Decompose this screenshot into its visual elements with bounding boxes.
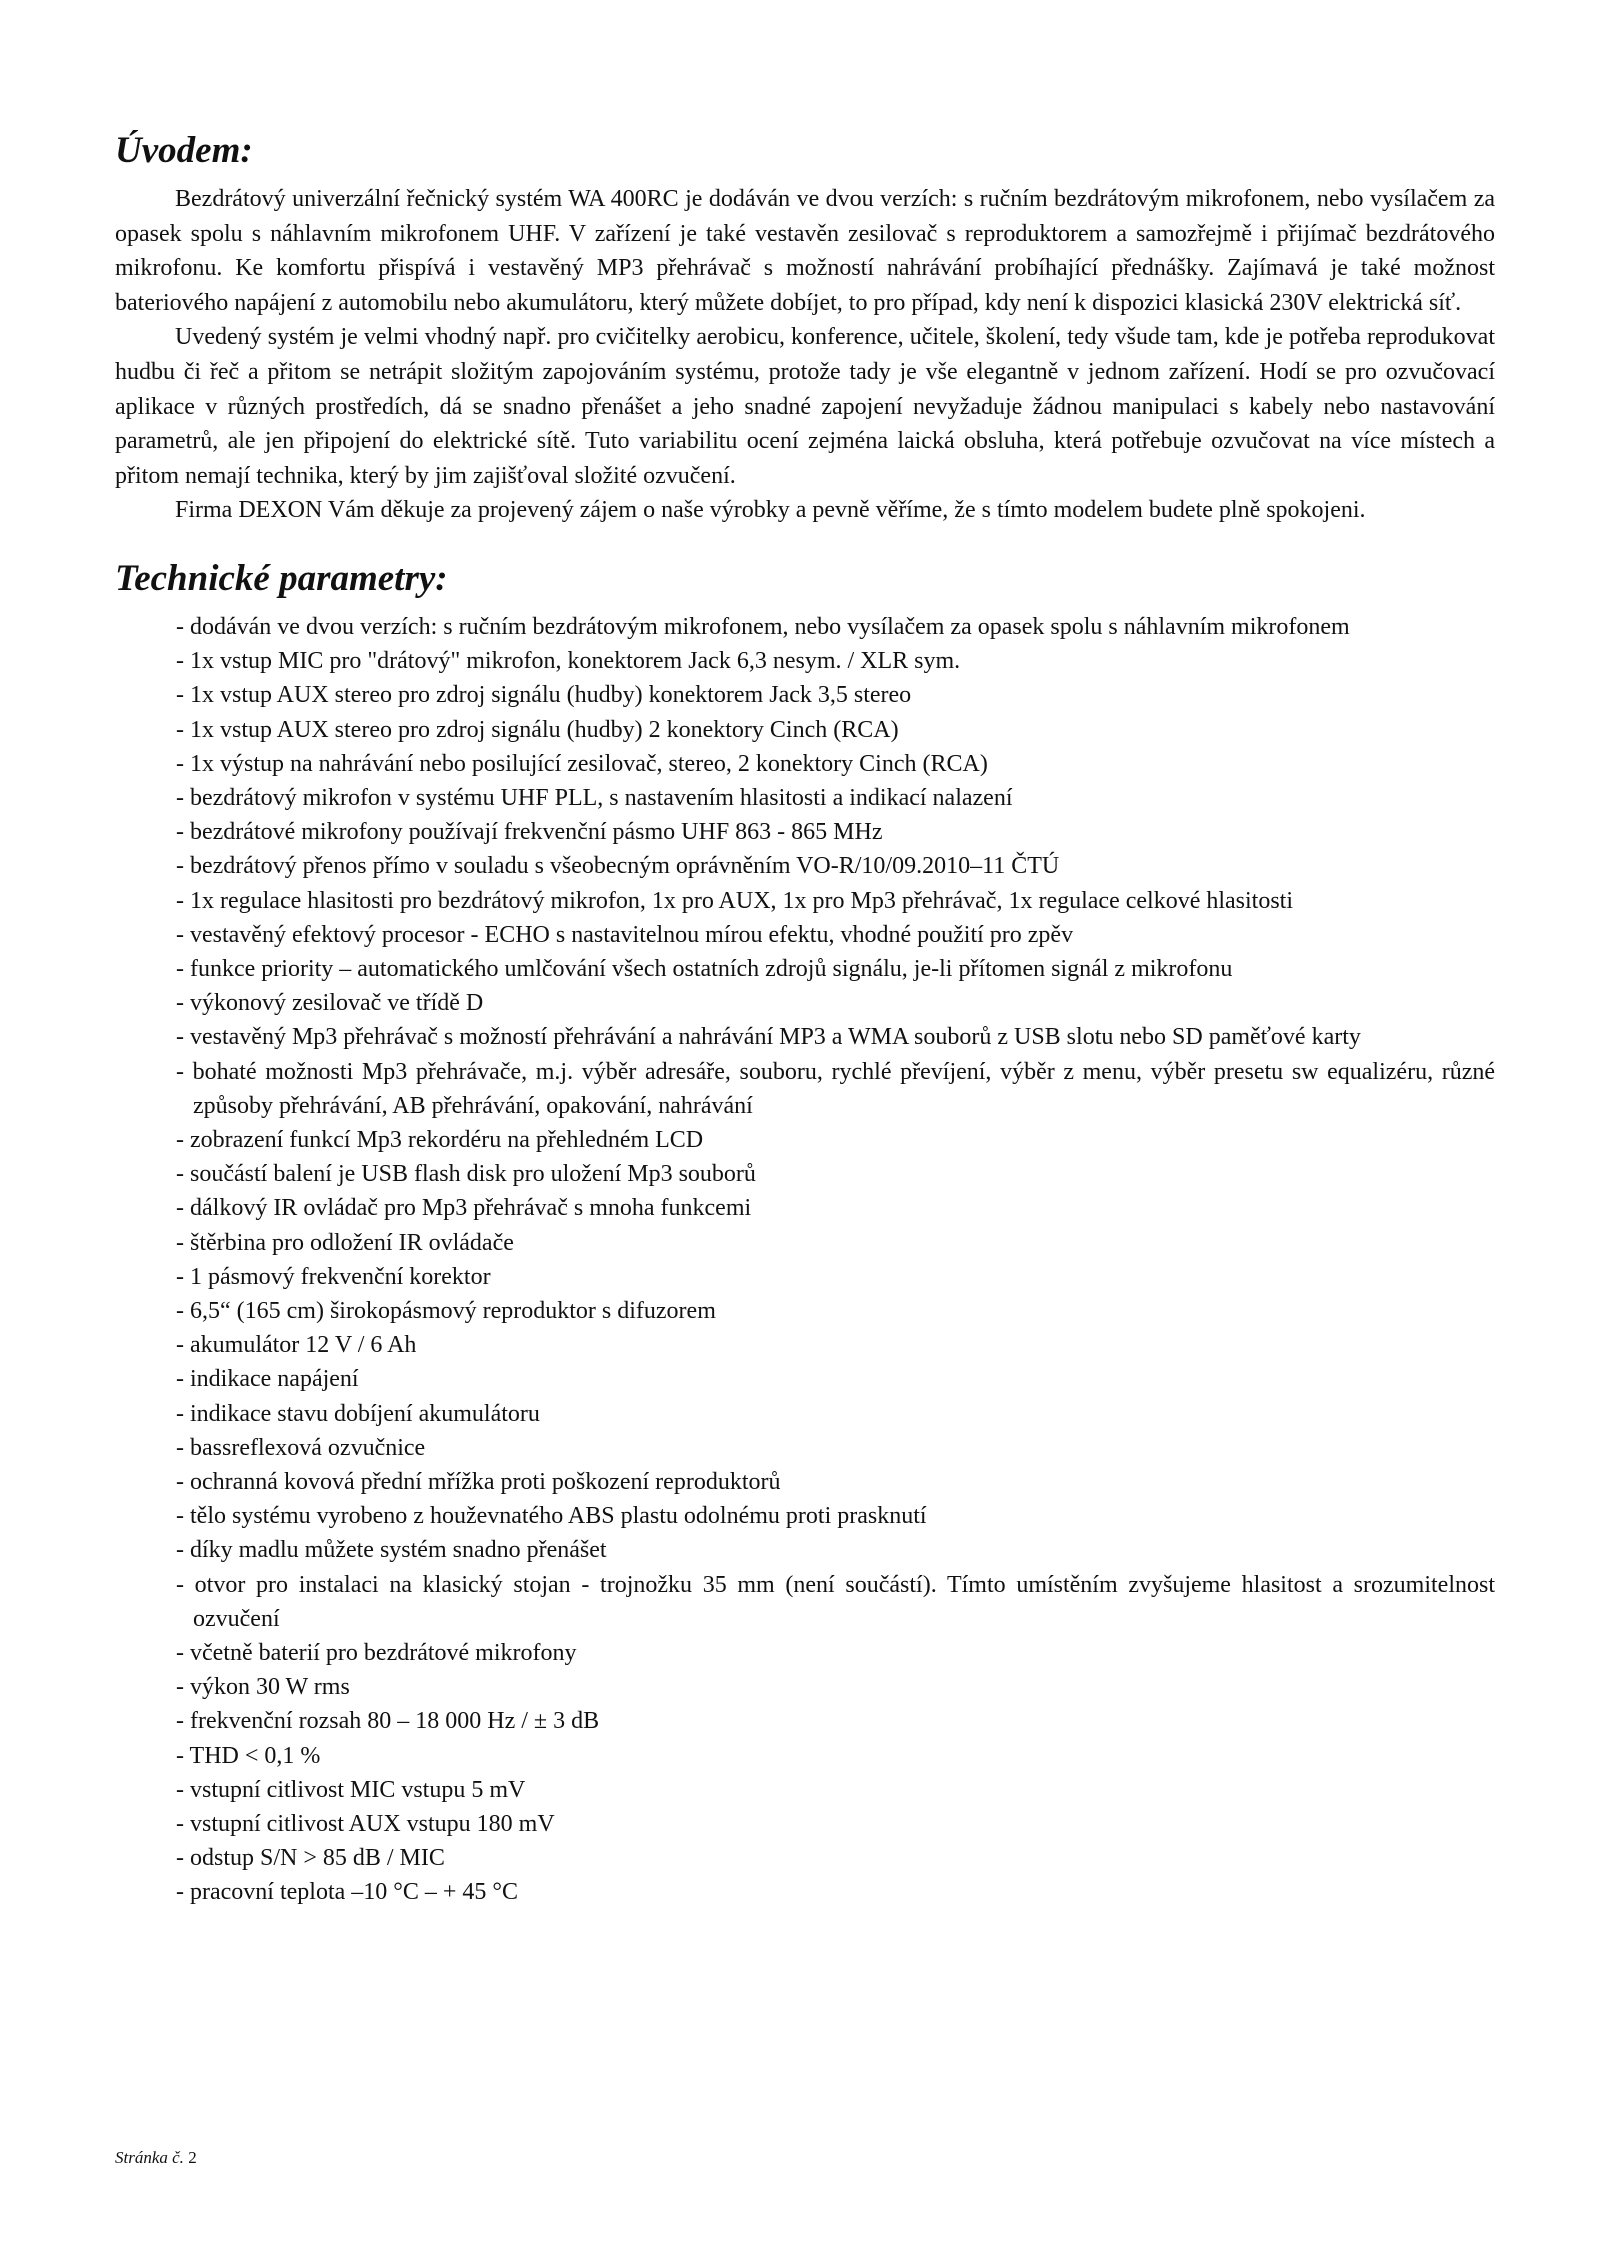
footer-label: Stránka č. <box>115 2148 184 2167</box>
tech-parameter-item: - dodáván ve dvou verzích: s ručním bezdrátovým mikrofonem, nebo vysílačem za opasek spolu s náhlavním mikrofonem <box>176 613 1350 640</box>
tech-parameter-item: - funkce priority – automatického umlčování všech ostatních zdrojů signálu, je-li přítomen signál z mikrofonu <box>176 955 1233 982</box>
tech-parameter-item: - výkonový zesilovač ve třídě D <box>176 990 484 1017</box>
tech-parameter-item: - štěrbina pro odložení IR ovládače <box>176 1229 514 1256</box>
tech-parameter-item: - THD < 0,1 % <box>176 1742 321 1769</box>
tech-parameter-item: - 1x regulace hlasitosti pro bezdrátový mikrofon, 1x pro AUX, 1x pro Mp3 přehrávač, 1x regulace celkové hlasitosti <box>176 887 1294 914</box>
tech-parameter-item: - bassreflexová ozvučnice <box>176 1434 426 1461</box>
tech-parameter-item: - vstupní citlivost AUX vstupu 180 mV <box>176 1811 555 1838</box>
tech-parameter-item: - součástí balení je USB flash disk pro uložení Mp3 souborů <box>176 1161 756 1188</box>
tech-parameter-item: - 1 pásmový frekvenční korektor <box>176 1263 491 1290</box>
tech-parameter-item: - vstupní citlivost MIC vstupu 5 mV <box>176 1776 526 1803</box>
tech-parameter-item: - akumulátor 12 V / 6 Ah <box>176 1332 417 1359</box>
intro-section <box>115 182 1495 528</box>
tech-parameter-item: - 6,5“ (165 cm) širokopásmový reproduktor s difuzorem <box>176 1298 716 1324</box>
page-footer <box>115 2148 197 2168</box>
tech-parameter-item: - 1x výstup na nahrávání nebo posilující zesilovač, stereo, 2 konektory Cinch (RCA) <box>176 750 988 777</box>
tech-parameter-item: - tělo systému vyrobeno z houževnatého ABS plastu odolnému proti prasknutí <box>176 1503 927 1530</box>
tech-parameter-item: - ochranná kovová přední mřížka proti poškození reproduktorů <box>176 1469 781 1496</box>
tech-parameter-item: - indikace napájení <box>176 1366 359 1393</box>
tech-parameter-item: - indikace stavu dobíjení akumulátoru <box>176 1400 540 1427</box>
tech-parameter-item: - 1x vstup AUX stereo pro zdroj signálu (hudby) 2 konektory Cinch (RCA) <box>176 716 899 743</box>
tech-heading: Technické parametry: <box>115 557 448 599</box>
tech-parameter-item: - díky madlu můžete systém snadno přenášet <box>176 1537 607 1564</box>
tech-parameter-item: - 1x vstup MIC pro "drátový" mikrofon, konektorem Jack 6,3 nesym. / XLR sym. <box>176 648 961 675</box>
tech-parameter-item: - bezdrátový mikrofon v systému UHF PLL, s nastavením hlasitosti a indikací nalazení <box>176 784 1013 811</box>
tech-parameter-item: - výkon 30 W rms <box>176 1674 350 1701</box>
tech-parameter-item: - bohaté možnosti Mp3 přehrávače, m.j. výběr adresáře, souboru, rychlé převíjení, výběr z menu, výběr presetu sw equalizéru, různé způsoby přehrávání, AB přehrávání, opakování, nahrávání <box>176 1058 1495 1119</box>
intro-heading: Úvodem: <box>115 130 253 171</box>
tech-parameter-item: - bezdrátové mikrofony používají frekvenční pásmo UHF 863 - 865 MHz <box>176 819 883 846</box>
tech-parameter-item: - otvor pro instalaci na klasický stojan - trojnožku 35 mm (není součástí). Tímto umístěním zvyšujeme hlasitost a srozumitelnost ozvučení <box>176 1571 1495 1632</box>
document-page <box>115 128 1495 1910</box>
tech-parameter-item: - frekvenční rozsah 80 – 18 000 Hz / ± 3 dB <box>176 1708 600 1735</box>
tech-parameter-item: - vestavěný Mp3 přehrávač s možností přehrávání a nahrávání MP3 a WMA souborů z USB slotu nebo SD paměťové karty <box>176 1024 1361 1051</box>
tech-parameter-item: - bezdrátový přenos přímo v souladu s všeobecným oprávněním VO-R/10/09.2010–11 ČTÚ <box>176 853 1060 880</box>
intro-paragraph: Firma DEXON Vám děkuje za projevený zájem o naše výrobky a pevně věříme, že s tímto modelem budete plně spokojeni. <box>175 497 1366 524</box>
tech-parameter-item: - zobrazení funkcí Mp3 rekordéru na přehledném LCD <box>176 1126 704 1153</box>
tech-parameter-item: - včetně baterií pro bezdrátové mikrofony <box>176 1640 577 1667</box>
tech-parameter-item: - pracovní teplota –10 °C – + 45 °C <box>176 1879 519 1906</box>
tech-parameter-item: - dálkový IR ovládač pro Mp3 přehrávač s mnoha funkcemi <box>176 1195 752 1222</box>
tech-parameter-item: - 1x vstup AUX stereo pro zdroj signálu (hudby) konektorem Jack 3,5 stereo <box>176 682 912 709</box>
intro-paragraph: Uvedený systém je velmi vhodný např. pro cvičitelky aerobicu, konference, učitele, školení, tedy všude tam, kde je potřeba reprodukovat hudbu či řeč a přitom se netrápit složitým zapojováním systému, protože tady je vše elegantně v jednom zařízení. Hodí se pro ozvučovací aplikace v různých prostředích, dá se snadno přenášet a jeho snadné zapojení nevyžaduje žádnou manipulaci s kabely nebo nastavování parametrů, ale jen připojení do elektrické sítě. Tuto variabilitu ocení zejména laická obsluha, která potřebuje ozvučovat na více místech a přitom nemají technika, který by jim zajišťoval složité ozvučení. <box>115 324 1495 489</box>
tech-parameter-list <box>115 610 1495 1910</box>
page-number: 2 <box>188 2148 197 2167</box>
tech-parameter-item: - odstup S/N > 85 dB / MIC <box>176 1845 445 1872</box>
tech-parameter-item: - vestavěný efektový procesor - ECHO s nastavitelnou mírou efektu, vhodné použití pro zpěv <box>176 921 1074 948</box>
intro-paragraph: Bezdrátový univerzální řečnický systém WA 400RC je dodáván ve dvou verzích: s ručním bezdrátovým mikrofonem, nebo vysílačem za opasek spolu s náhlavním mikrofonem UHF. V zařízení je také vestavěn zesilovač s reproduktorem a samozřejmě i přijímač bezdrátového mikrofonu. Ke komfortu přispívá i vestavěný MP3 přehrávač s možností nahrávání probíhající přednášky. Zajímavá je také možnost bateriového napájení z automobilu nebo akumulátoru, který můžete dobíjet, to pro případ, kdy není k dispozici klasická 230V elektrická síť. <box>115 186 1495 316</box>
